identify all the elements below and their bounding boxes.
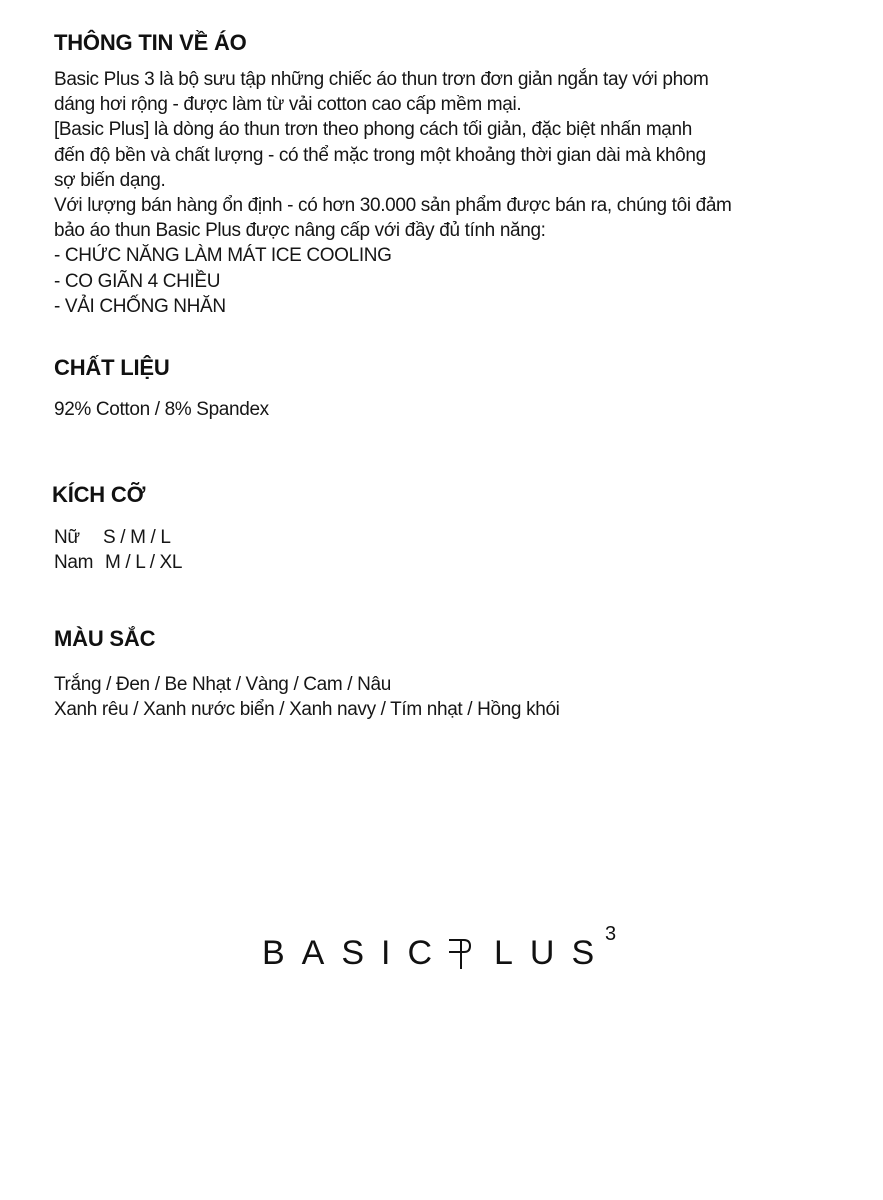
- size-values-male: M / L / XL: [105, 552, 183, 574]
- info-description: [54, 67, 732, 319]
- feature-item: - CO GIÃN 4 CHIỀU: [54, 270, 221, 292]
- info-line: đến độ bền và chất lượng - có thể mặc trong một khoảng thời gian dài mà không: [54, 144, 706, 166]
- brand-name-left: BASIC: [262, 934, 450, 972]
- brand-name-right: LUS: [494, 934, 612, 972]
- size-label-male: Nam: [54, 552, 94, 574]
- brand-logo: [262, 924, 632, 984]
- info-line: sợ biến dạng.: [54, 169, 166, 191]
- size-label-female: Nữ: [54, 527, 80, 548]
- info-line: dáng hơi rộng - được làm từ vải cotton cao cấp mềm mại.: [54, 94, 522, 116]
- brand-superscript: 3: [605, 923, 617, 945]
- material-heading: CHẤT LIỆU: [54, 355, 170, 380]
- feature-item: - CHỨC NĂNG LÀM MÁT ICE COOLING: [54, 245, 392, 267]
- info-line: Với lượng bán hàng ổn định - có hơn 30.000 sản phẩm được bán ra, chúng tôi đảm: [54, 195, 732, 217]
- feature-item: - VẢI CHỐNG NHĂN: [54, 295, 226, 317]
- size-heading: KÍCH CỠ: [52, 482, 146, 507]
- material-value: 92% Cotton / 8% Spandex: [54, 399, 269, 420]
- size-row-female: [54, 525, 182, 550]
- info-line: Basic Plus 3 là bộ sưu tập những chiếc áo thun trơn đơn giản ngắn tay với phom: [54, 69, 709, 90]
- size-row-male: [54, 550, 182, 575]
- color-line: Trắng / Đen / Be Nhạt / Vàng / Cam / Nâu: [54, 674, 391, 695]
- size-table: [54, 525, 182, 575]
- size-values-female: S / M / L: [103, 527, 171, 548]
- brand-p-mark-icon: [448, 936, 474, 970]
- color-line: Xanh rêu / Xanh nước biển / Xanh navy / Tím nhạt / Hồng khói: [54, 699, 560, 721]
- info-line: [Basic Plus] là dòng áo thun trơn theo phong cách tối giản, đặc biệt nhấn mạnh: [54, 119, 692, 141]
- info-line: bảo áo thun Basic Plus được nâng cấp với đầy đủ tính năng:: [54, 220, 546, 242]
- info-heading: THÔNG TIN VỀ ÁO: [54, 30, 247, 55]
- color-heading: MÀU SẮC: [54, 626, 156, 651]
- material-text: [54, 397, 269, 422]
- color-list: [54, 672, 560, 722]
